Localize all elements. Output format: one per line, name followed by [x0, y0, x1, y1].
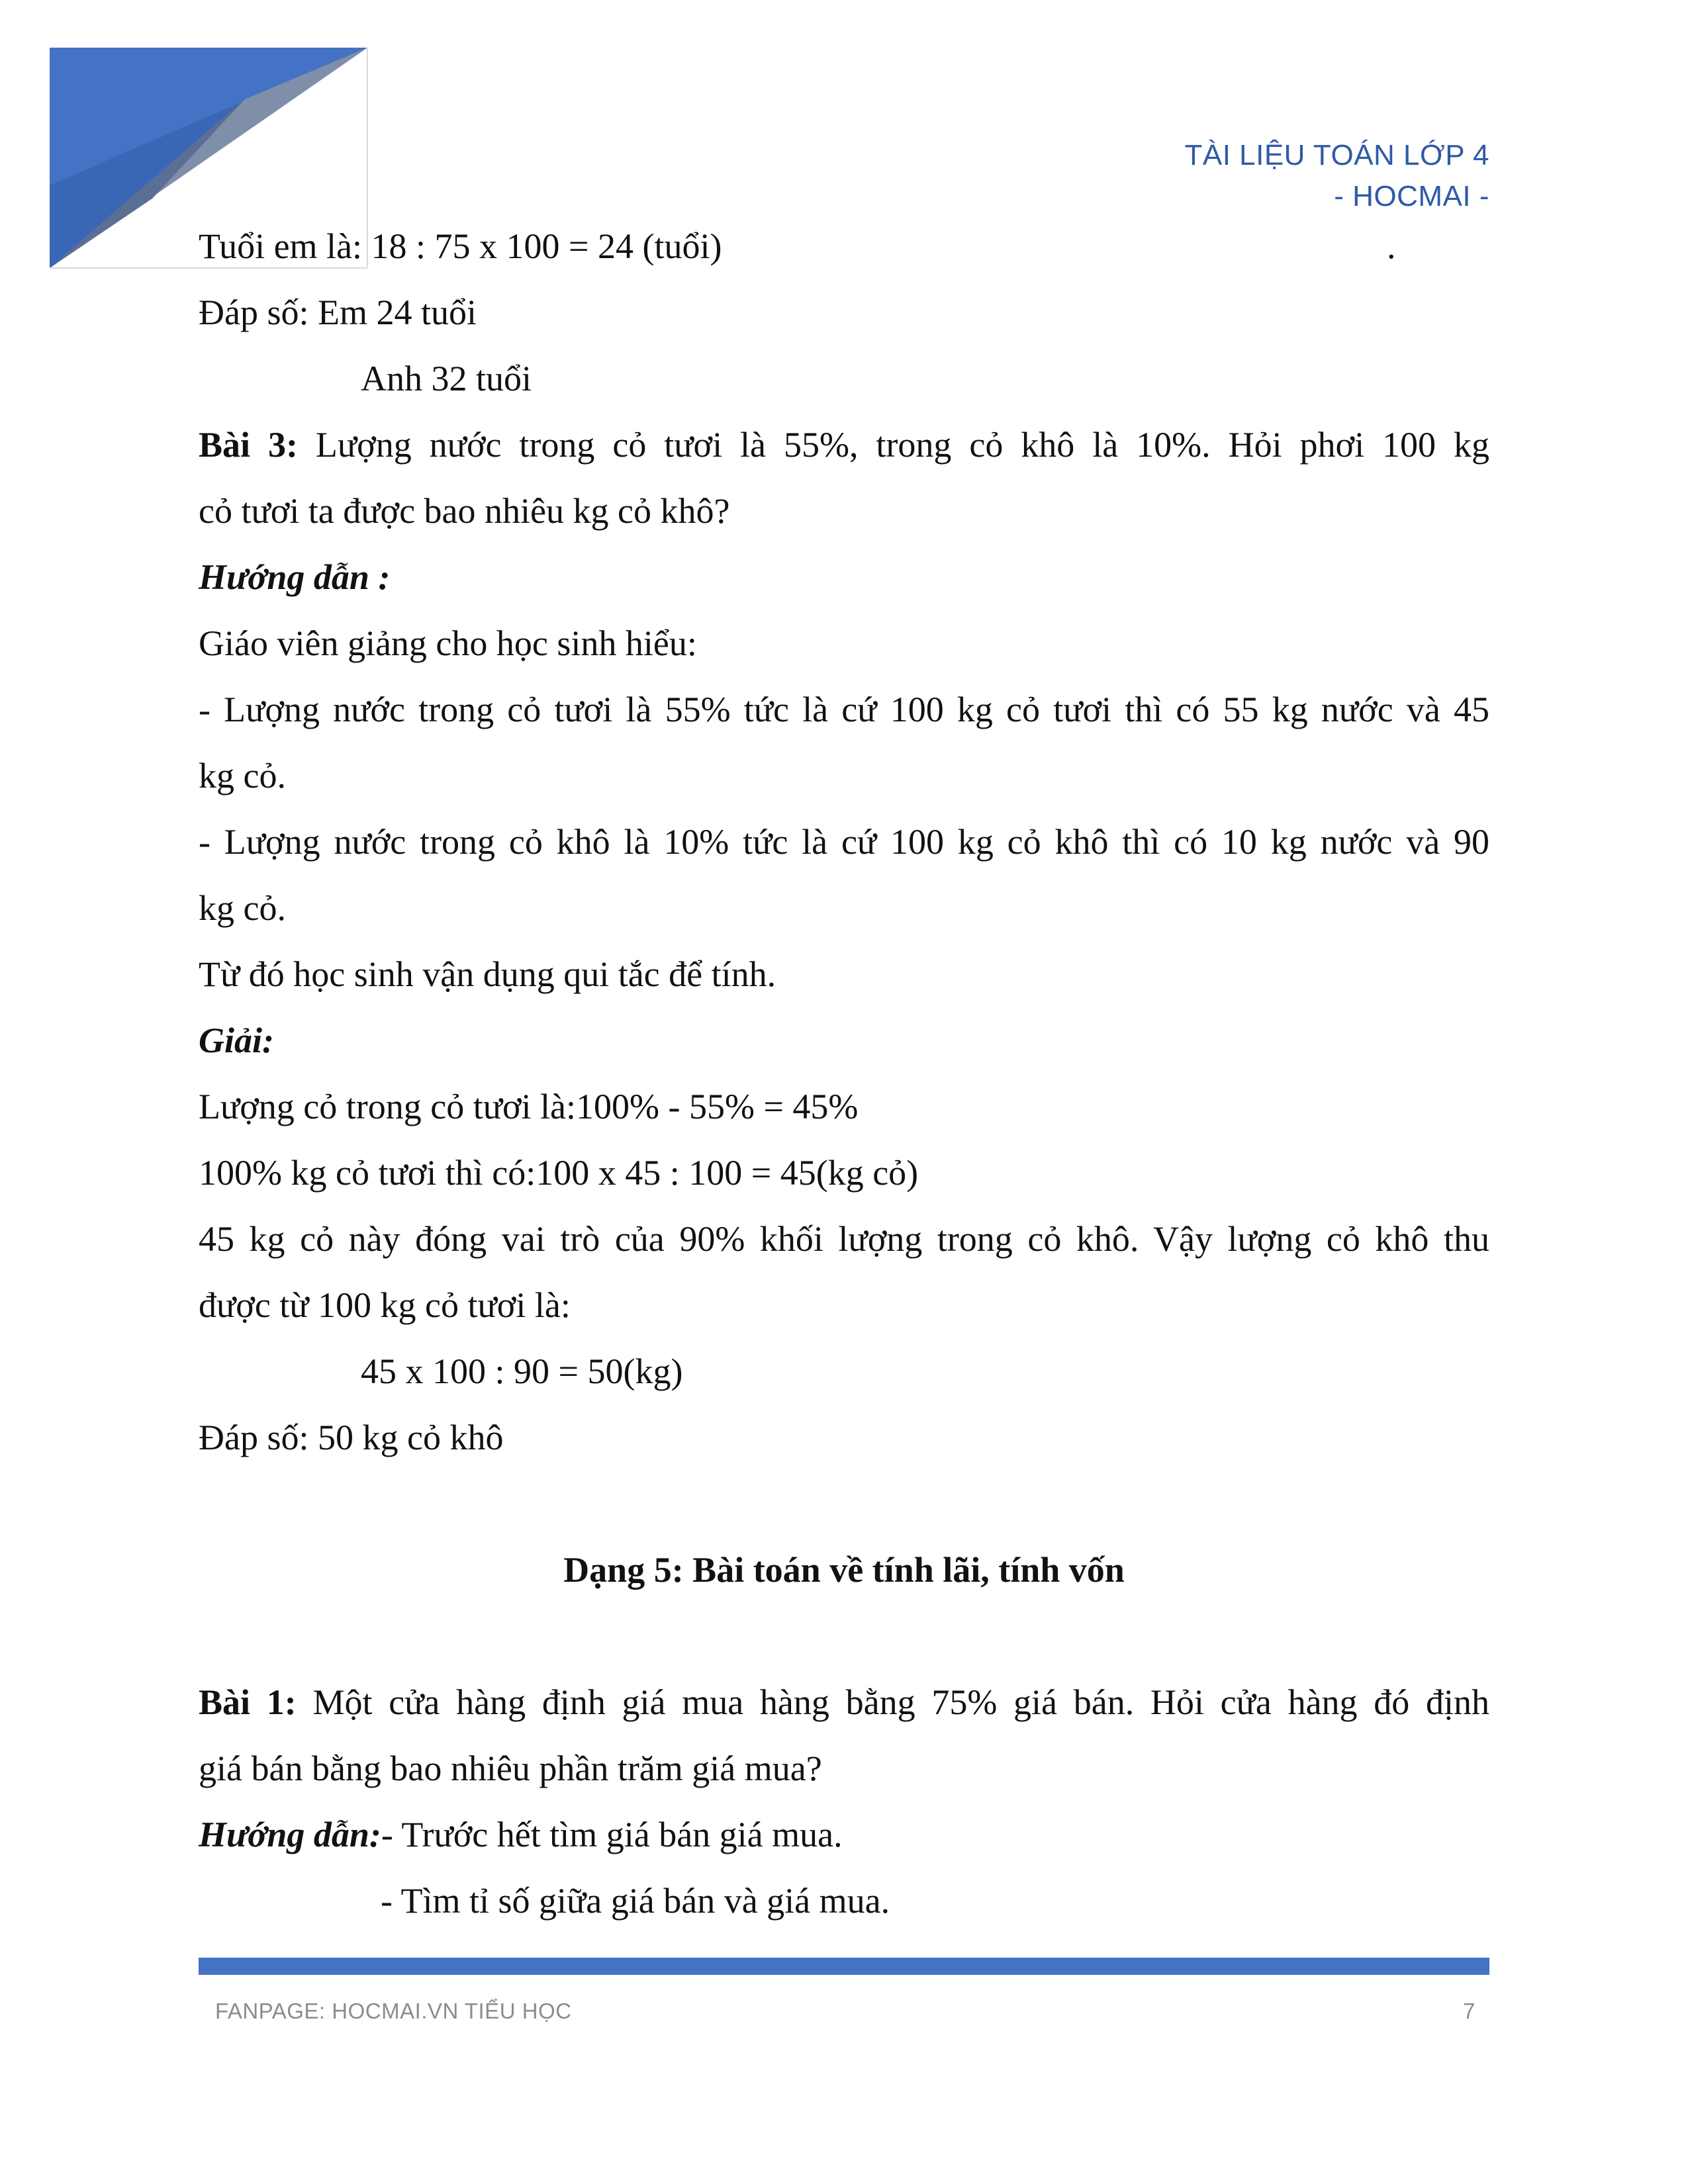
bai1-question-line2: giá bán bằng bao nhiêu phần trăm giá mua? — [199, 1749, 822, 1788]
section-heading: Dạng 5: Bài toán về tính lãi, tính vốn — [563, 1550, 1125, 1590]
bai1-guide-line1: Hướng dẫn:- Trước hết tìm giá bán giá mua. — [199, 1815, 843, 1854]
solution-step3-line2: được từ 100 kg cỏ tươi là: — [199, 1285, 571, 1325]
solution-step3-line1: 45 kg cỏ này đóng vai trò của 90% khối lượng trong cỏ khô. Vậy lượng cỏ khô thu — [199, 1219, 1489, 1259]
solution-calculation: 45 x 100 : 90 = 50(kg) — [361, 1351, 683, 1391]
solution-step1: Lượng cỏ trong cỏ tươi là:100% - 55% = 45% — [199, 1087, 859, 1126]
guide-intro: Giáo viên giảng cho học sinh hiểu: — [199, 623, 697, 663]
guide-point1-line2: kg cỏ. — [199, 756, 286, 796]
document-header — [1184, 135, 1489, 217]
footer-fanpage: FANPAGE: HOCMAI.VN TIỂU HỌC — [215, 1999, 572, 2023]
bai1-label: Bài 1: — [199, 1682, 297, 1722]
line-age-younger: Tuổi em là: 18 : 75 x 100 = 24 (tuổi) . — [199, 213, 1489, 279]
guide-point3: Từ đó học sinh vận dụng qui tắc để tính. — [199, 954, 776, 994]
stray-dot: . — [1387, 226, 1396, 266]
answer-line-2: Anh 32 tuổi — [361, 359, 532, 398]
bai3-question-line2: cỏ tươi ta được bao nhiêu kg cỏ khô? — [199, 491, 730, 531]
bai1-guide-line2: - Tìm tỉ số giữa giá bán và giá mua. — [381, 1881, 890, 1921]
guide-point2-line1: - Lượng nước trong cỏ khô là 10% tức là cứ 100 kg cỏ khô thì có 10 kg nước và 90 — [199, 822, 1489, 862]
answer-line: Đáp số: Em 24 tuổi — [199, 293, 477, 332]
document-body — [199, 213, 1489, 1934]
bai3-question-line1: Bài 3: Lượng nước trong cỏ tươi là 55%, trong cỏ khô là 10%. Hỏi phơi 100 kg — [199, 425, 1489, 465]
guide-heading: Hướng dẫn : — [199, 557, 391, 597]
page-number: 7 — [1463, 1999, 1476, 2023]
solution-step2: 100% kg cỏ tươi thì có:100 x 45 : 100 = 45(kg cỏ) — [199, 1153, 919, 1193]
bai1-guide-label: Hướng dẫn: — [199, 1815, 381, 1854]
bai3-label: Bài 3: — [199, 425, 298, 465]
header-subtitle: - HOCMAI - — [1334, 180, 1489, 212]
solution-heading: Giải: — [199, 1021, 274, 1060]
guide-point2-line2: kg cỏ. — [199, 888, 286, 928]
solution-answer: Đáp số: 50 kg cỏ khô — [199, 1418, 504, 1457]
bai1-question-line1: Bài 1: Một cửa hàng định giá mua hàng bằng 75% giá bán. Hỏi cửa hàng đó định — [199, 1682, 1489, 1722]
footer-divider — [199, 1958, 1489, 1975]
guide-point1-line1: - Lượng nước trong cỏ tươi là 55% tức là cứ 100 kg cỏ tươi thì có 55 kg nước và 45 — [199, 690, 1489, 729]
header-title: TÀI LIỆU TOÁN LỚP 4 — [1184, 139, 1489, 171]
